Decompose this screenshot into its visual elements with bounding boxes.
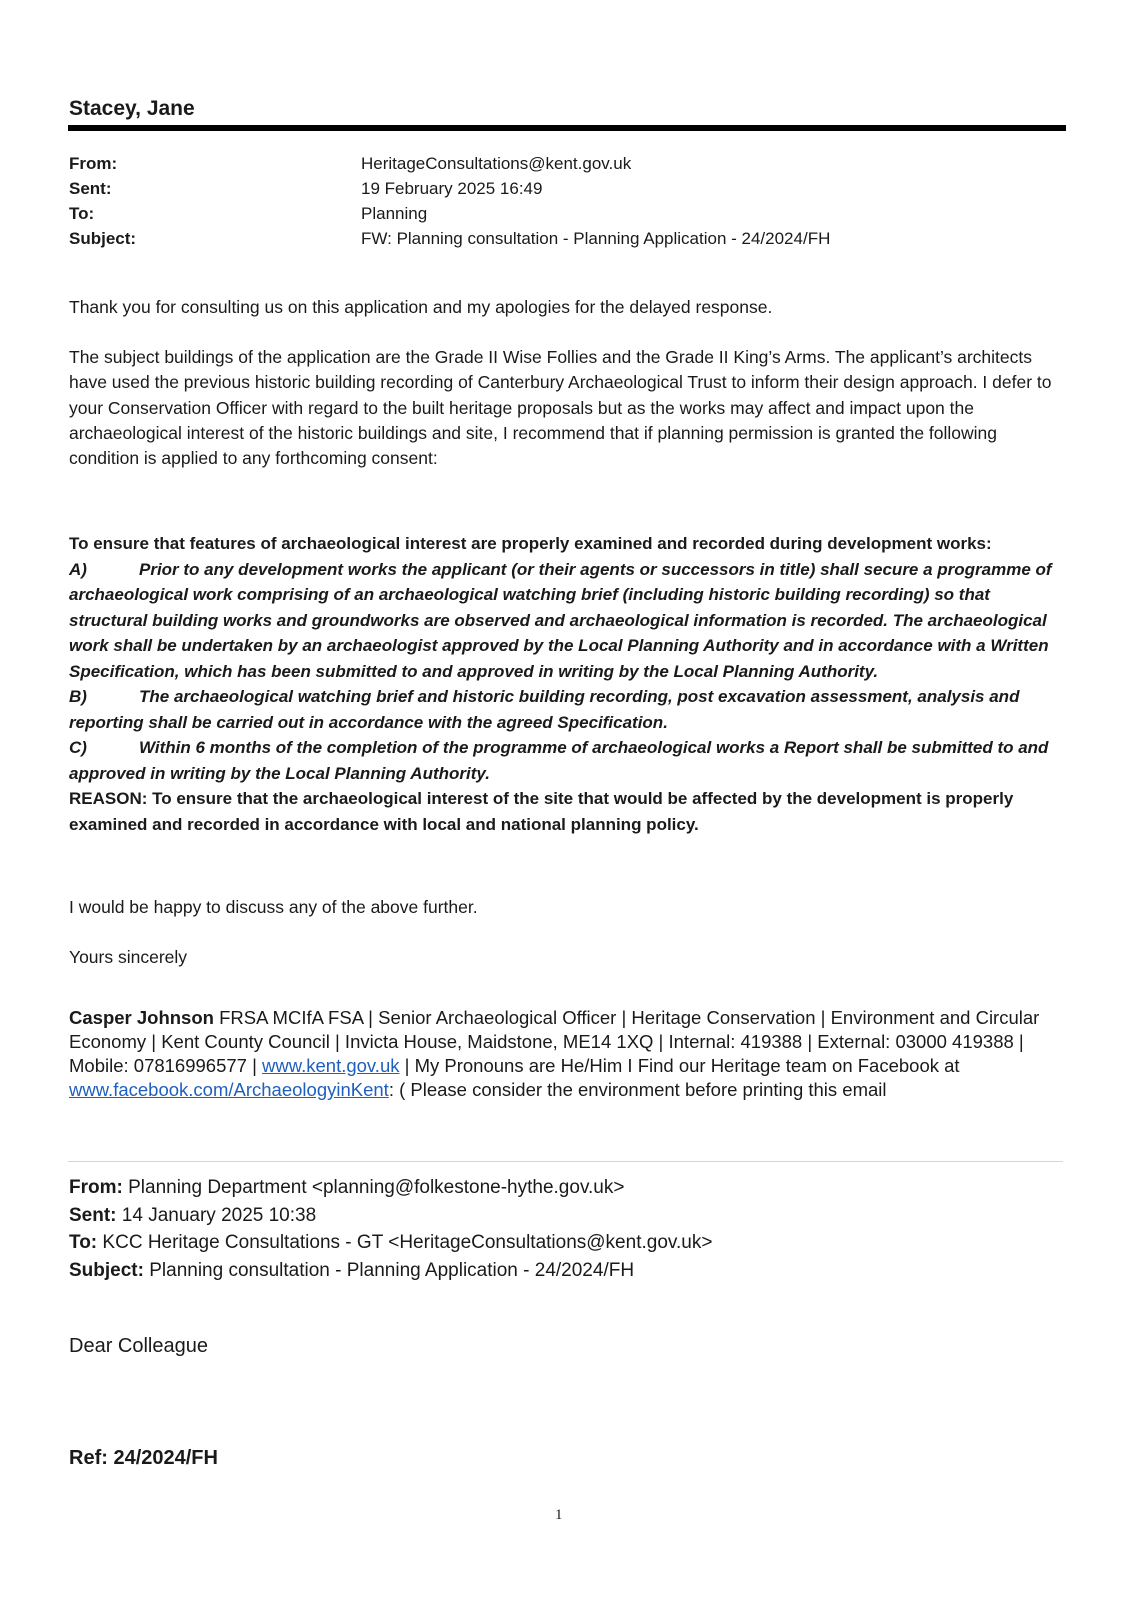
header-rule: [68, 125, 1066, 131]
facebook-link[interactable]: www.facebook.com/ArchaeologyinKent: [69, 1079, 389, 1100]
forwarded-label: To:: [69, 1232, 98, 1253]
paragraph-thanks: Thank you for consulting us on this application and my apologies for the delayed response.: [69, 297, 773, 317]
header-value: FW: Planning consultation - Planning Application - 24/2024/FH: [361, 229, 831, 248]
email-signature: [69, 1006, 1069, 1102]
forwarded-value: KCC Heritage Consultations - GT <HeritageConsultations@kent.gov.uk>: [97, 1232, 713, 1253]
header-row-to: [69, 201, 830, 226]
forwarded-label: Sent:: [69, 1204, 117, 1226]
condition-item-b: [69, 684, 1069, 735]
website-link[interactable]: www.kent.gov.uk: [262, 1055, 400, 1076]
condition-text: Prior to any development works the applicant (or their agents or successors in title) shall secure a programme of archaeological work comprising of an archaeological watching brief (including historic building recording) so that structural building works and groundworks are observed and archaeological information is recorded. The archaeological work shall be undertaken by an archaeologist approved by the Local Planning Authority and in accordance with a Written Specification, which has been submitted to and approved in writing by the Local Planning Authority.: [69, 559, 1052, 681]
condition-letter: C): [69, 738, 87, 757]
condition-text: Within 6 months of the completion of the programme of archaeological works a Report shall be submitted to and approved in writing by the Local Planning Authority.: [69, 738, 1049, 783]
forwarded-value: 14 January 2025 10:38: [116, 1204, 317, 1226]
forwarded-value: Planning consultation - Planning Application - 24/2024/FH: [143, 1259, 635, 1281]
condition-letter: B): [69, 687, 87, 706]
header-row-subject: [69, 226, 830, 251]
header-value: 19 February 2025 16:49: [361, 179, 543, 198]
page-number: 1: [555, 1507, 563, 1523]
header-row-sent: [69, 176, 830, 201]
paragraph-discuss: I would be happy to discuss any of the above further.: [69, 897, 478, 917]
header-label: Sent:: [69, 179, 112, 198]
sender-name: Stacey, Jane: [69, 97, 195, 120]
condition-block: [69, 531, 1069, 837]
signature-details: : ( Please consider the environment before printing this email: [388, 1079, 887, 1100]
email-header: [69, 151, 830, 251]
signature-details: | My Pronouns are He/Him I Find our Heritage team on Facebook at: [399, 1055, 960, 1076]
greeting: Dear Colleague: [69, 1335, 208, 1357]
forwarded-row-subject: [69, 1257, 712, 1285]
condition-letter: A): [69, 559, 87, 579]
forwarded-header: [69, 1174, 712, 1284]
header-label: To:: [69, 204, 95, 223]
forwarded-label: From:: [69, 1177, 123, 1198]
forwarded-value: Planning Department <planning@folkestone-hythe.gov.uk>: [122, 1177, 625, 1198]
header-value: Planning: [361, 204, 428, 223]
forwarded-label: Subject:: [69, 1259, 144, 1281]
signature-name: Casper Johnson: [69, 1007, 214, 1028]
header-row-from: [69, 151, 830, 176]
condition-text: The archaeological watching brief and historic building recording, post excavation assessment, analysis and reporting shall be carried out in accordance with the agreed Specification.: [69, 687, 1020, 732]
reference-number: Ref: 24/2024/FH: [69, 1447, 218, 1469]
condition-reason: REASON: To ensure that the archaeological interest of the site that would be affected by the development is properly examined and recorded in accordance with local and national planning policy.: [69, 789, 1014, 834]
paragraph-subject-buildings: The subject buildings of the application are the Grade II Wise Follies and the Grade II King’s Arms. The applicant’s architects have used the previous historic building recording of Canterbury Archaeological Trust to inform their design approach. I defer to your Conservation Officer with regard to the built heritage proposals but as the works may affect and impact upon the archaeological interest of the historic buildings and site, I recommend that if planning permission is granted the following condition is applied to any forthcoming consent:: [69, 347, 1052, 469]
condition-item-c: [69, 735, 1069, 786]
forward-divider: [68, 1161, 1063, 1162]
closing: Yours sincerely: [69, 947, 188, 967]
header-value: HeritageConsultations@kent.gov.uk: [361, 154, 632, 173]
forwarded-row-to: [69, 1229, 712, 1257]
condition-intro: To ensure that features of archaeological interest are properly examined and recorded during development works:: [69, 534, 992, 553]
forwarded-row-sent: [69, 1202, 712, 1230]
signature-details: FRSA MCIfA FSA | Senior Archaeological Officer | Heritage Conservation | Environment and Circular Economy | Kent County Council | Invicta House, Maidstone, ME14 1XQ | Internal: 419388 | External: 03000 419388 | Mobile: 07816996577 |: [69, 1007, 1040, 1076]
header-label: From:: [69, 154, 118, 173]
header-label: Subject:: [69, 229, 137, 248]
condition-item-a: [69, 557, 1069, 685]
forwarded-row-from: [69, 1174, 712, 1202]
